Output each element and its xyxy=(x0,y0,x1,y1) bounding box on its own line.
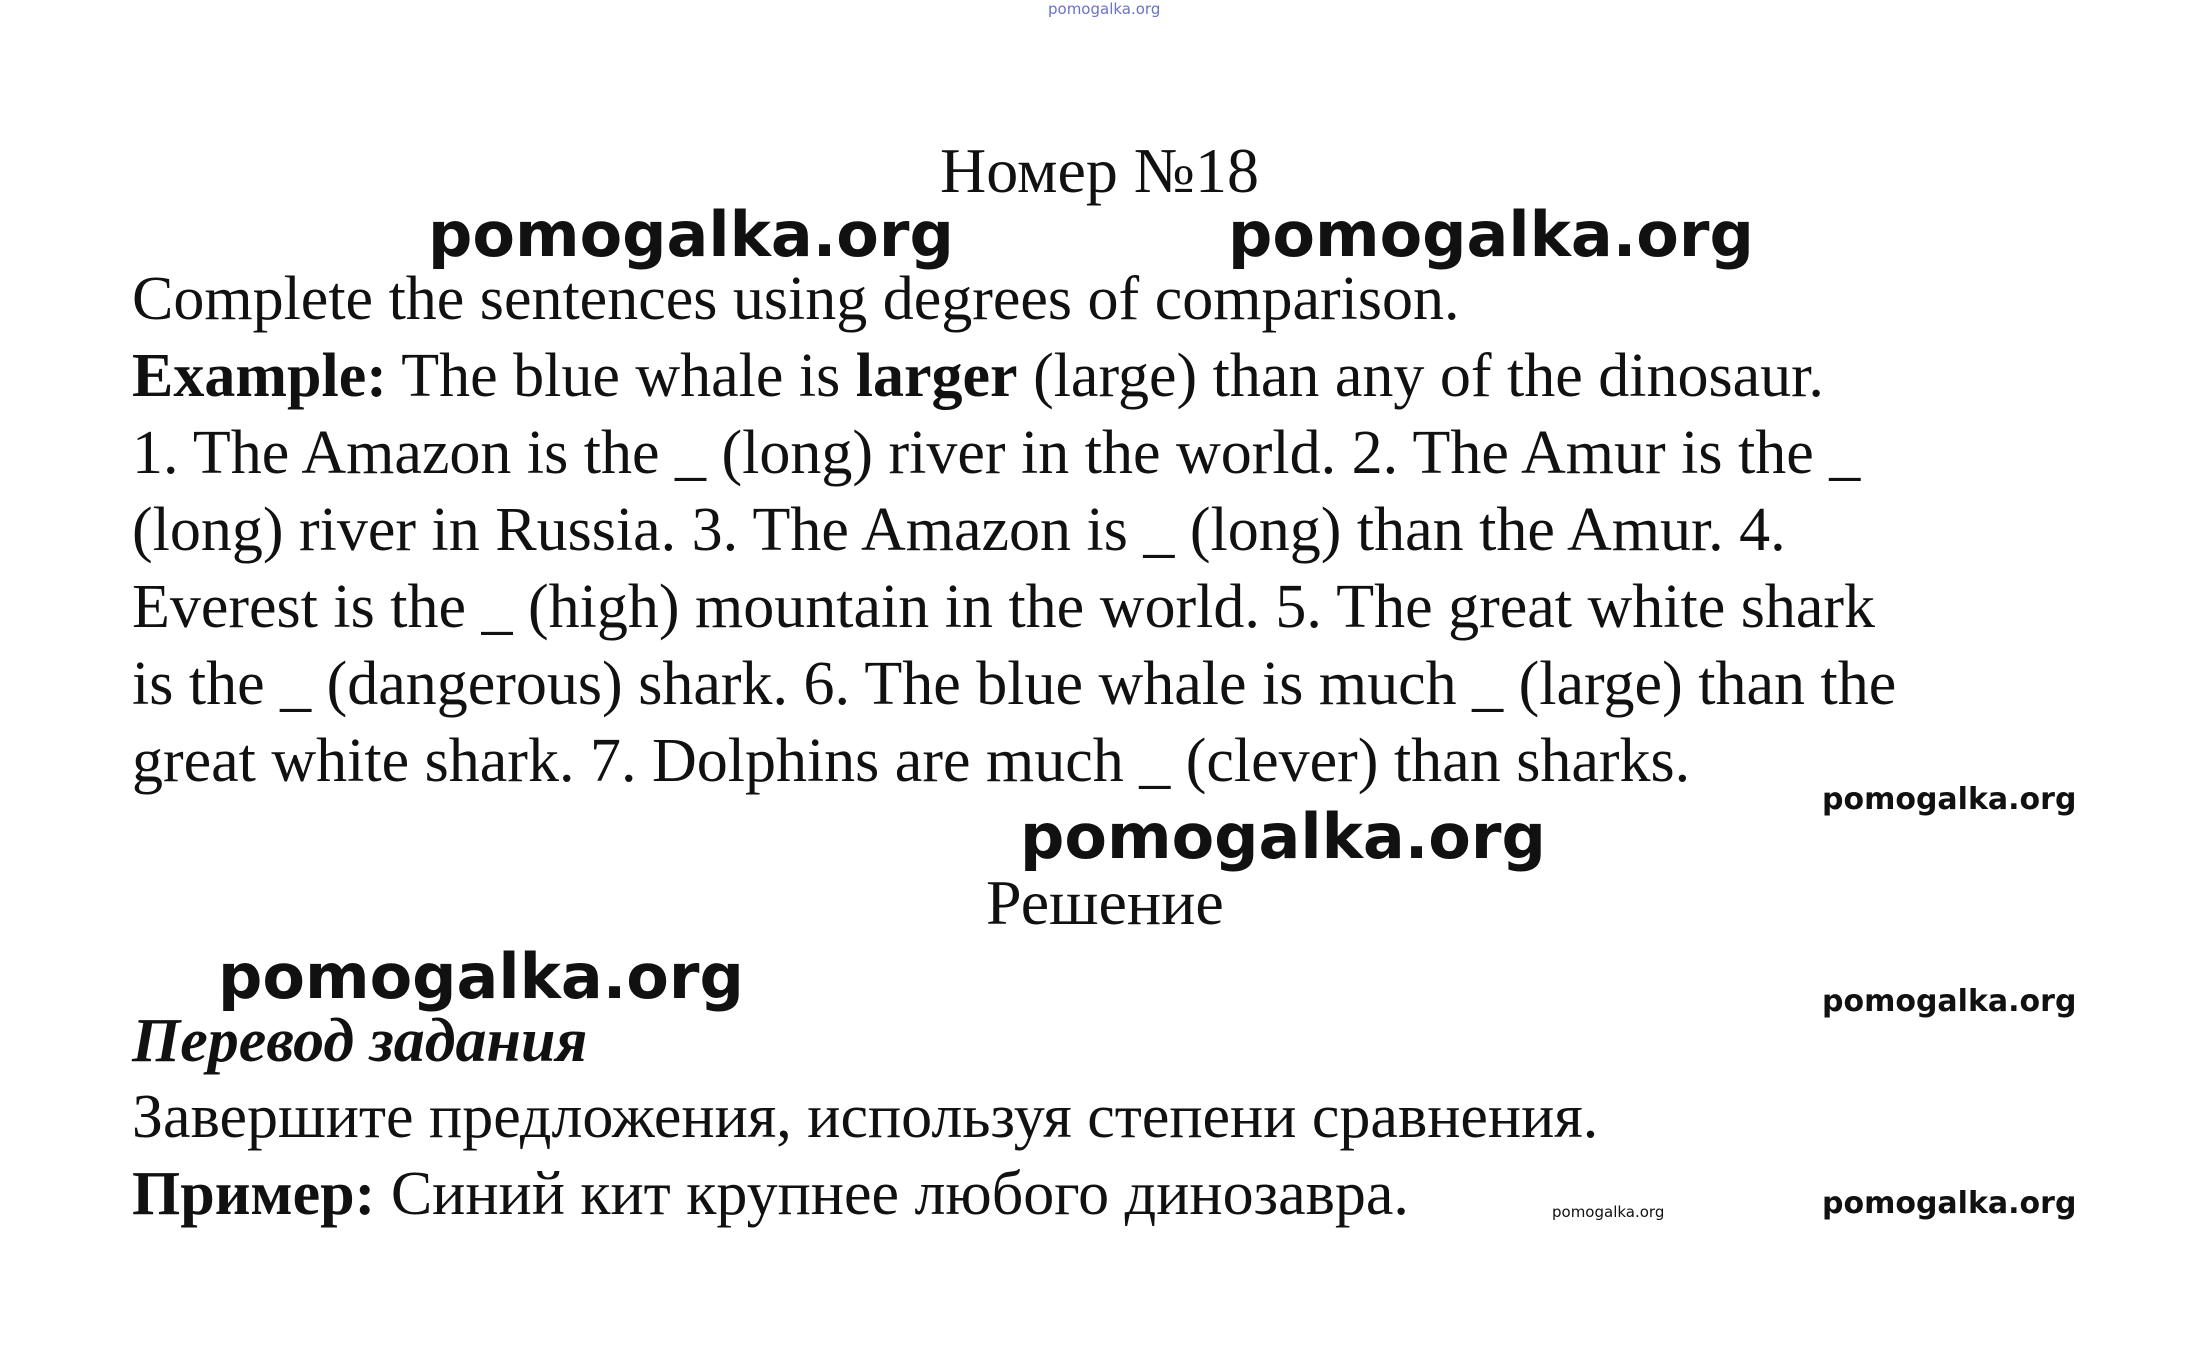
translation-example-text: Синий кит крупнее любого динозавра. xyxy=(375,1160,1409,1228)
example-part1: The blue whale is xyxy=(386,342,856,410)
watermark-1: pomogalka.org xyxy=(428,198,954,271)
example-label: Example: xyxy=(132,342,387,410)
task-example xyxy=(132,341,1824,412)
watermark-7: pomogalka.org xyxy=(1552,1203,1665,1221)
translation-example xyxy=(132,1159,1409,1230)
translation-heading: Перевод задания xyxy=(132,1007,588,1075)
watermark-8: pomogalka.org xyxy=(1822,1186,2077,1221)
task-line-5: great white shark. 7. Dolphins are much _ (clever) than sharks. xyxy=(132,727,1691,795)
task-instruction: Complete the sentences using degrees of comparison. xyxy=(132,265,1460,333)
watermark-2: pomogalka.org xyxy=(1228,198,1754,271)
task-line-2: (long) river in Russia. 3. The Amazon is _ (long) than the Amur. 4. xyxy=(132,496,1786,564)
task-line-4: is the _ (dangerous) shark. 6. The blue whale is much _ (large) than the xyxy=(132,650,1897,718)
solution-heading: Решение xyxy=(986,867,1224,938)
watermark-3: pomogalka.org xyxy=(1822,782,2077,817)
translation-example-label: Пример: xyxy=(132,1160,376,1228)
example-part2: (large) than any of the dinosaur. xyxy=(1017,342,1824,410)
example-answer: larger xyxy=(855,342,1018,410)
translation-instruction: Завершите предложения, используя степени сравнения. xyxy=(132,1083,1599,1151)
page-title: Номер №18 xyxy=(940,135,1259,206)
watermark-6: pomogalka.org xyxy=(1822,984,2077,1019)
watermark-top: pomogalka.org xyxy=(1048,0,1161,18)
watermark-4: pomogalka.org xyxy=(1020,800,1546,873)
task-line-1: 1. The Amazon is the _ (long) river in the world. 2. The Amur is the _ xyxy=(132,419,1861,487)
task-line-3: Everest is the _ (high) mountain in the world. 5. The great white shark xyxy=(132,573,1876,641)
watermark-5: pomogalka.org xyxy=(218,940,744,1013)
